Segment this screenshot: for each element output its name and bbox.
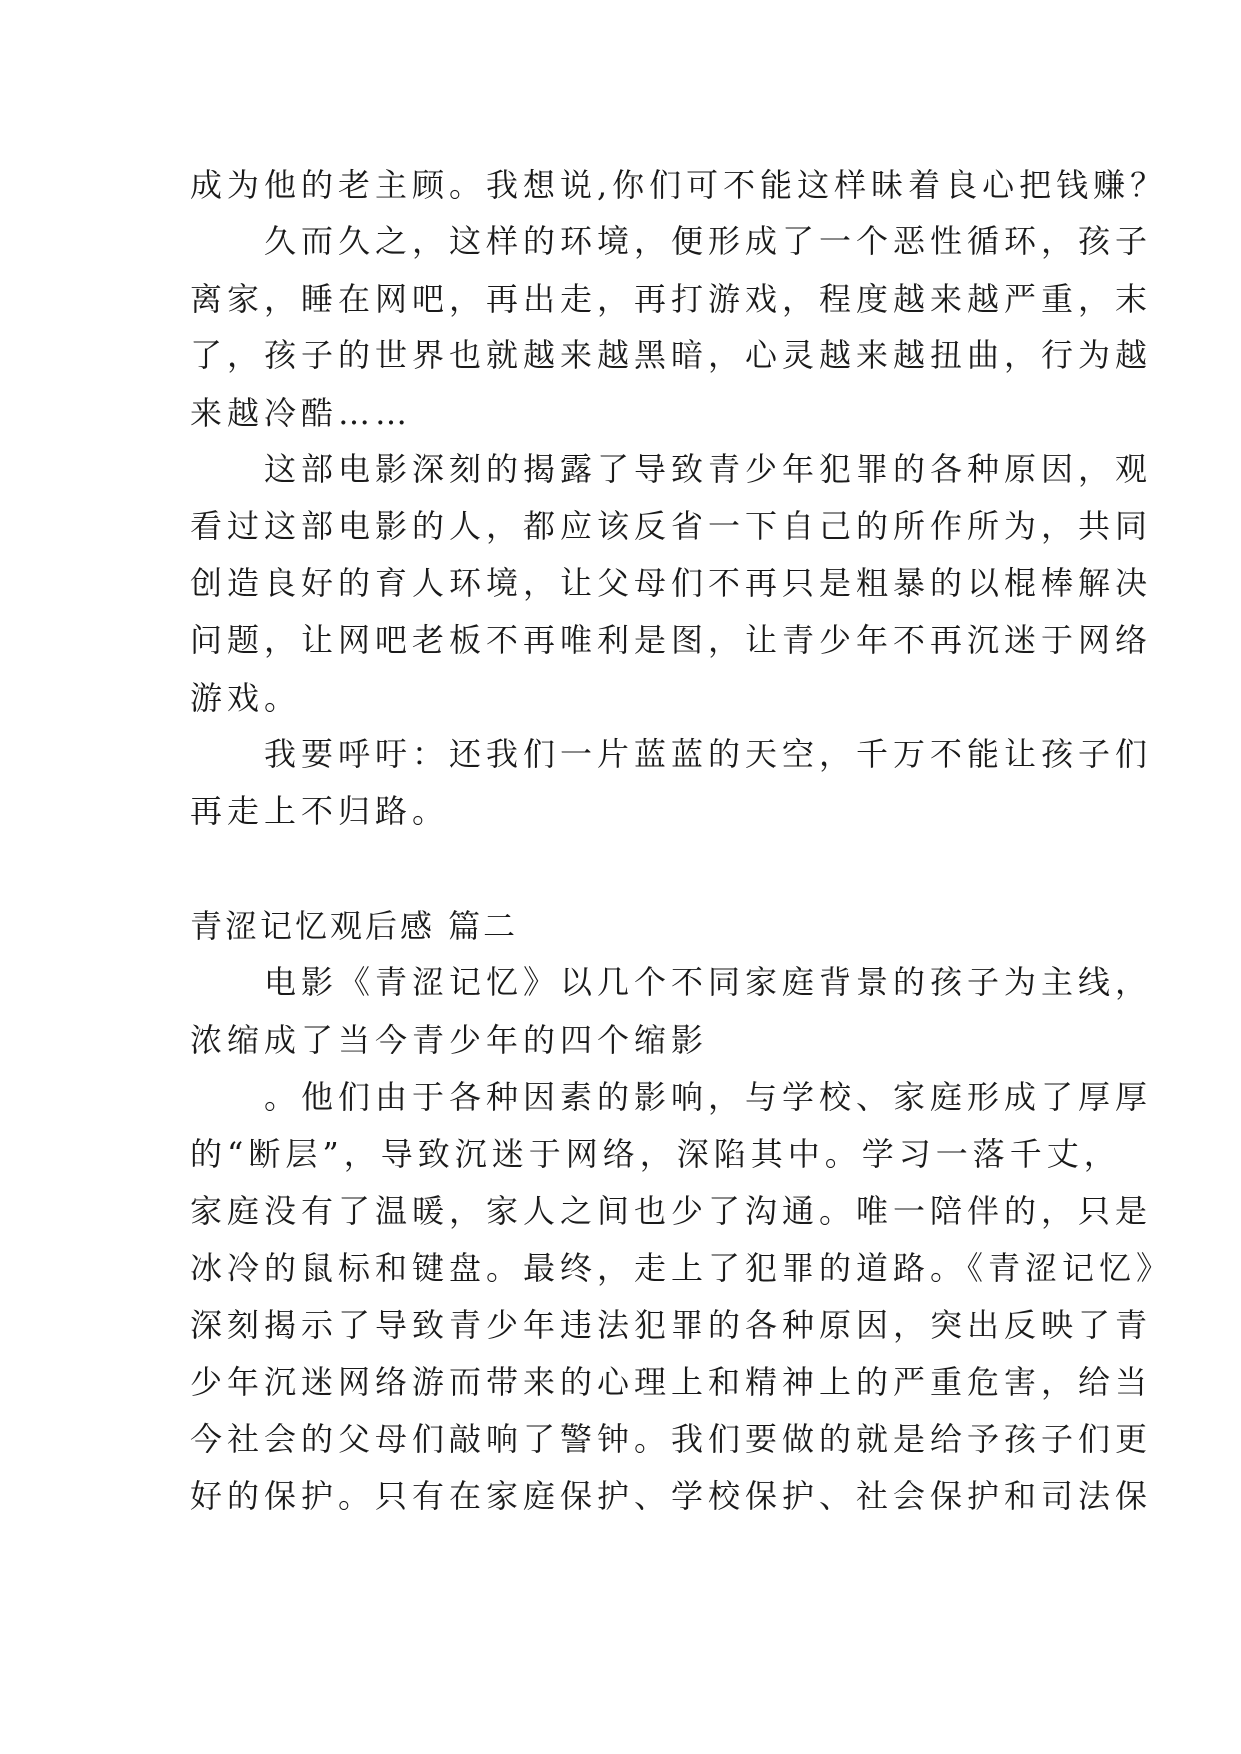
- text-line: 。他们由于各种因素的影响，与学校、家庭形成了厚厚: [190, 1078, 1153, 1116]
- text-line: 离家，睡在网吧，再出走，再打游戏，程度越来越严重，末: [190, 280, 1153, 318]
- text-line: 电影《青涩记忆》以几个不同家庭背景的孩子为主线，: [190, 963, 1153, 1001]
- text-line: 游戏。: [190, 679, 302, 717]
- text-line: 看过这部电影的人，都应该反省一下自己的所作所为，共同: [190, 507, 1153, 545]
- text-line: 家庭没有了温暖，家人之间也少了沟通。唯一陪伴的，只是: [190, 1192, 1153, 1230]
- text-line: 这部电影深刻的揭露了导致青少年犯罪的各种原因，观: [190, 450, 1153, 488]
- text-line: 深刻揭示了导致青少年违法犯罪的各种原因，突出反映了青: [190, 1306, 1153, 1344]
- section-heading: 青涩记忆观后感 篇二: [190, 907, 519, 945]
- text-line: 好的保护。只有在家庭保护、学校保护、社会保护和司法保: [190, 1477, 1153, 1515]
- text-line: 创造良好的育人环境，让父母们不再只是粗暴的以棍棒解决: [190, 564, 1153, 602]
- text-line: 的“断层”，导致沉迷于网络，深陷其中。学习一落千丈，: [190, 1135, 1121, 1173]
- text-line: 再走上不归路。: [190, 792, 450, 830]
- text-line: 成为他的老主顾。我想说,你们可不能这样昧着良心把钱赚？: [190, 166, 1168, 204]
- text-line: 冰冷的鼠标和键盘。最终，走上了犯罪的道路。《青涩记忆》: [190, 1249, 1174, 1287]
- text-line: 问题，让网吧老板不再唯利是图，让青少年不再沉迷于网络: [190, 621, 1153, 659]
- text-line: 久而久之，这样的环境，便形成了一个恶性循环，孩子: [190, 222, 1153, 260]
- text-line: 了，孩子的世界也就越来越黑暗，心灵越来越扭曲，行为越: [190, 336, 1153, 374]
- text-line: 今社会的父母们敲响了警钟。我们要做的就是给予孩子们更: [190, 1420, 1153, 1458]
- text-line: 我要呼吁：还我们一片蓝蓝的天空，千万不能让孩子们: [190, 735, 1153, 773]
- text-line: 来越冷酷……: [190, 394, 413, 432]
- text-line: 少年沉迷网络游而带来的心理上和精神上的严重危害，给当: [190, 1363, 1153, 1401]
- text-line: 浓缩成了当今青少年的四个缩影: [190, 1021, 709, 1059]
